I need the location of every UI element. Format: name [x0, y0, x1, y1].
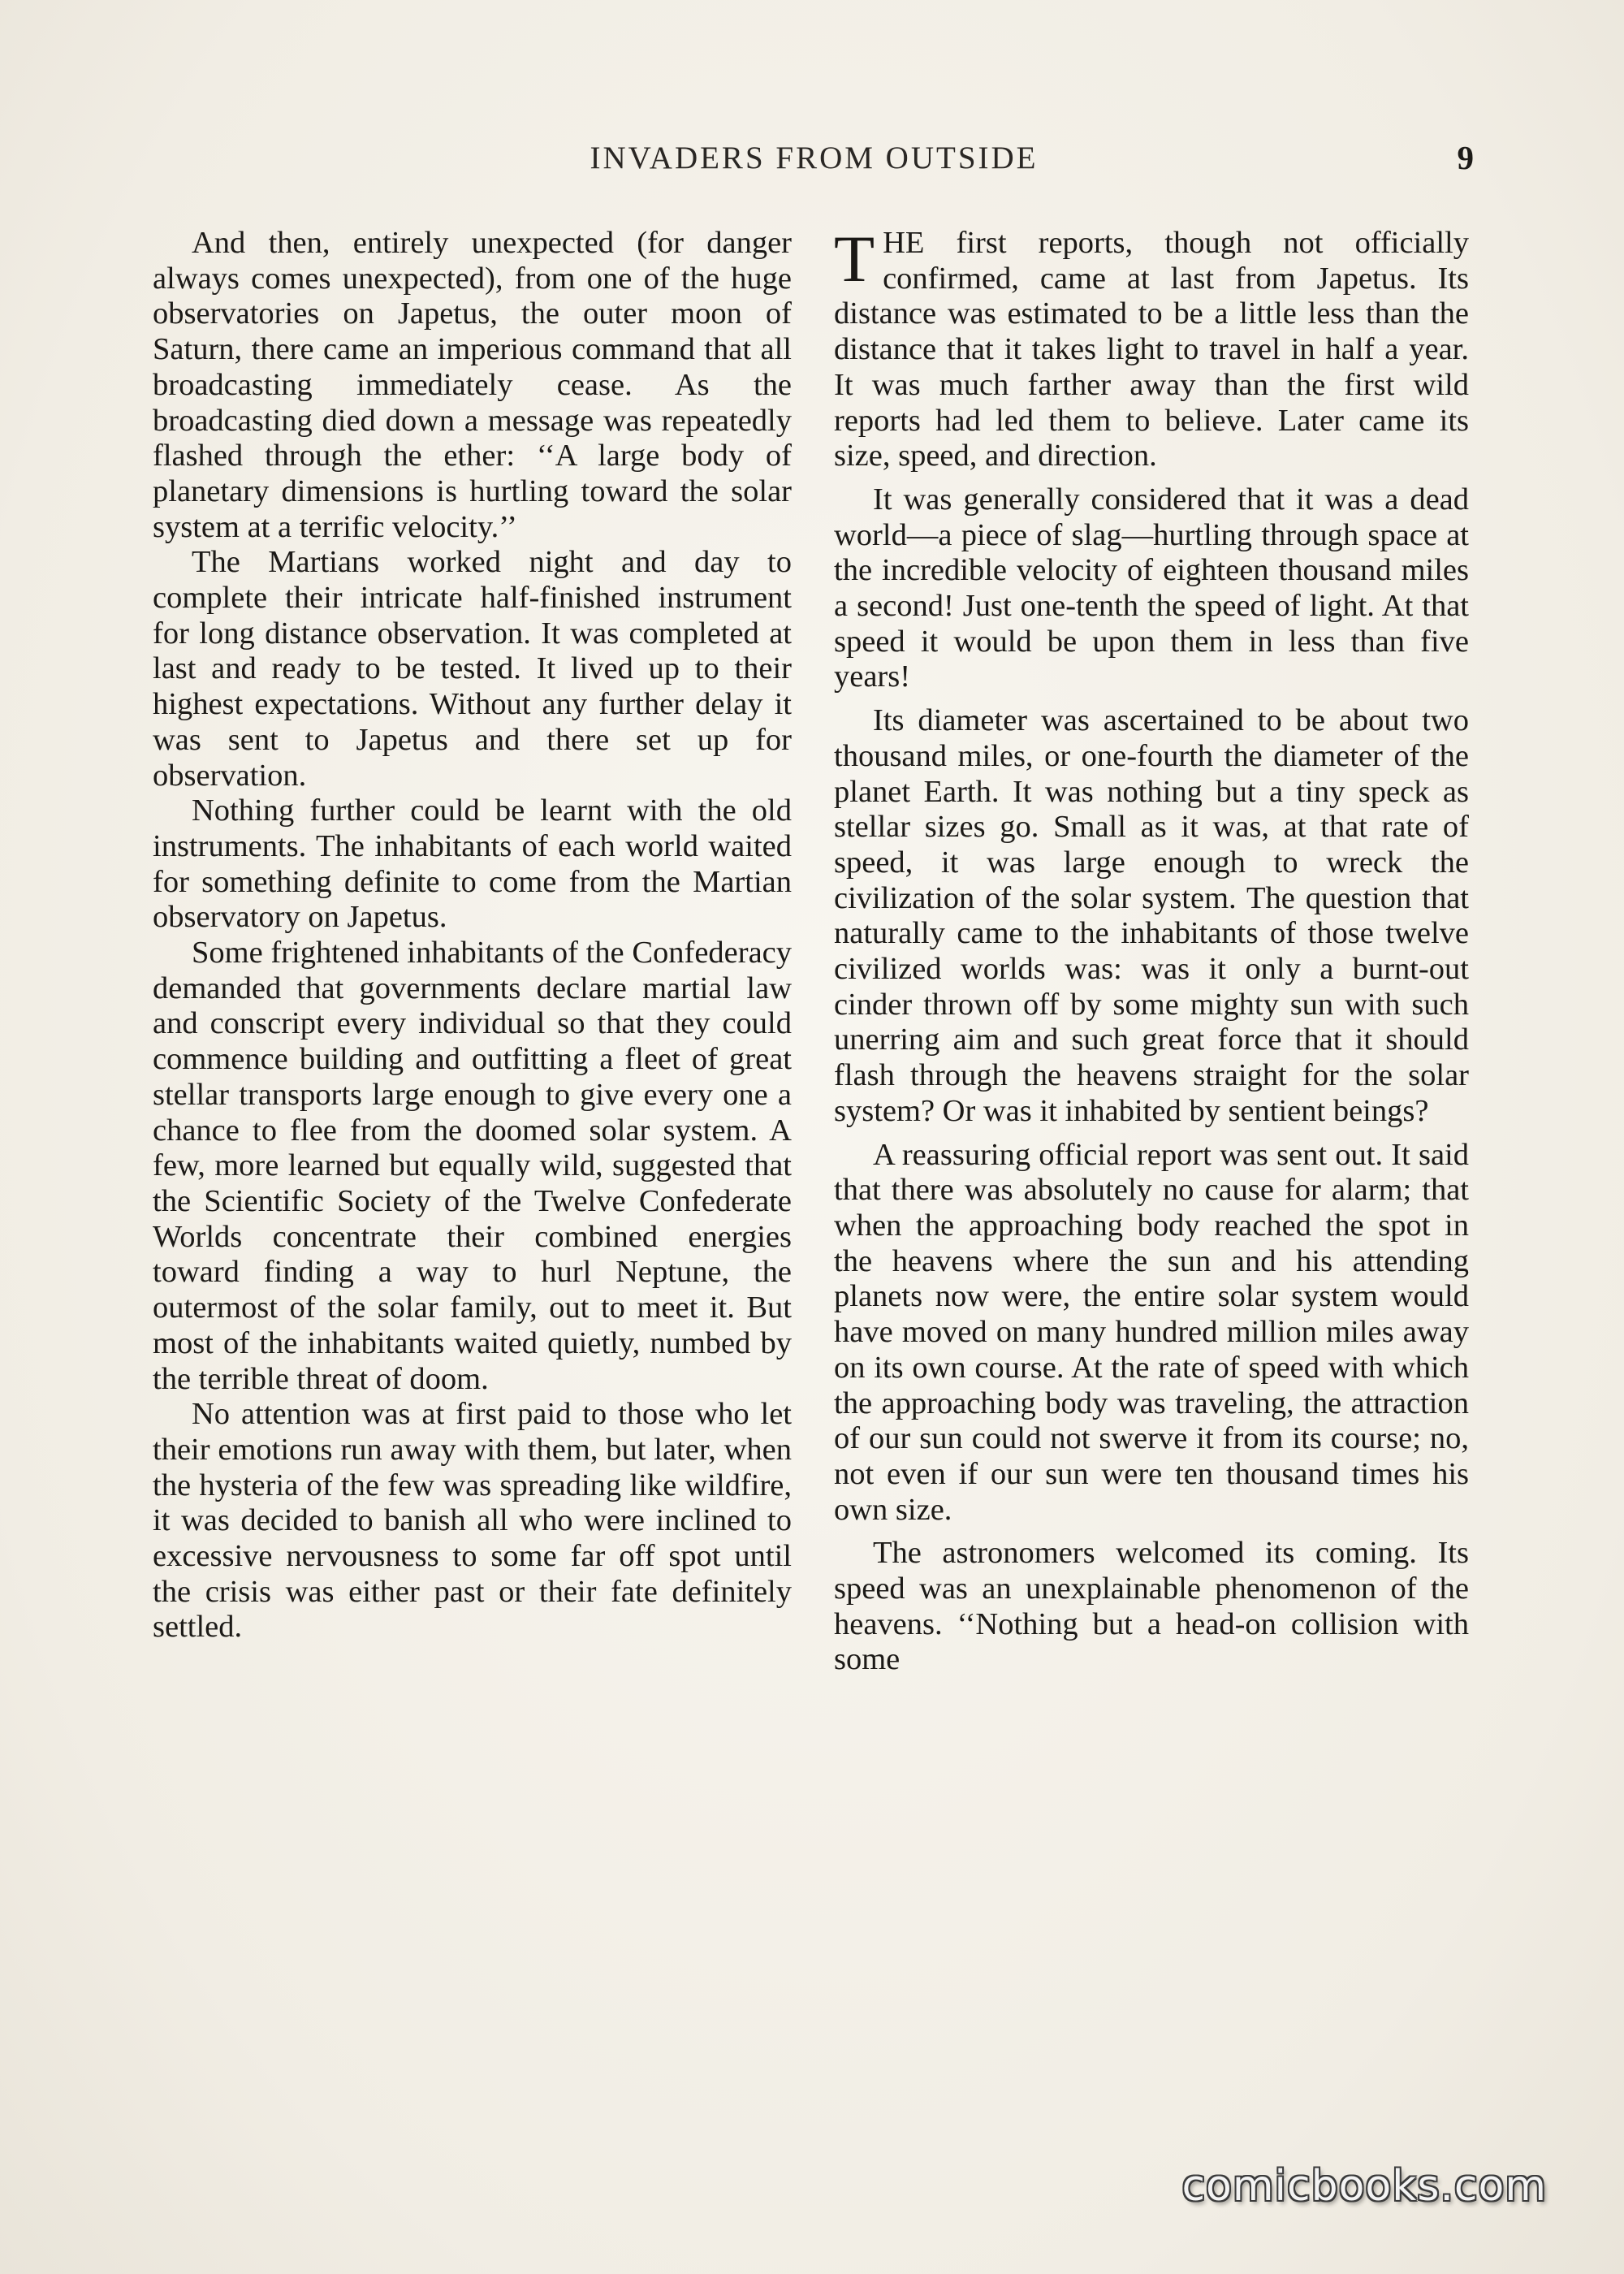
paragraph: The astronomers welcomed its coming. Its speed was an unexplainable phenomenon of the heavens. ‘‘Nothing but a head-on collision with some — [834, 1536, 1469, 1677]
paragraph: No attention was at first paid to those who let their emotions run away with them, but later, when the hysteria of the few was spreading like wildfire, it was decided to banish all who were inclined to excessive nervousness to some far off spot until the crisis was either past or their fate definitely settled. — [153, 1397, 792, 1645]
paragraph-text: HE first reports, though not officially confirmed, came at last from Japetus. Its distance was estimated to be a little less than the distance that it takes light to travel in half a year. It was much farther away than the first wild reports had led them to believe. Later came its size, speed, and direction. — [834, 226, 1469, 473]
running-head — [154, 140, 1474, 180]
right-column — [834, 222, 1469, 1678]
paragraph: A reassuring official report was sent out. It said that there was absolutely no cause for alarm; that when the approaching body reached the spot in the heavens where the sun and his attending planets now were, the entire solar system would have moved on many hundred million miles away on its own course. At the rate of speed with which the approaching body was traveling, the attraction of our sun could not swerve it from its course; no, not even if our sun were ten thousand times his own size. — [834, 1137, 1469, 1527]
paragraph: The Martians worked night and day to complete their intricate half-finished instrument for long distance observation. It was completed at last and ready to be tested. It lived up to their highest expectations. Without any further delay it was sent to Japetus and there set up for observation. — [153, 545, 792, 793]
paragraph: Its diameter was ascertained to be about two thousand miles, or one-fourth the diameter of the planet Earth. It was nothing but a tiny speck as stellar sizes go. Small as it was, at that rate of speed, it was large enough to wreck the civilization of the solar system. The question that naturally came to the inhabitants of those twelve civilized worlds was: was it only a burnt-out cinder thrown off by some mighty sun with such unerring aim and such great force that it should flash through the heavens straight for the solar system? Or was it inhabited by sentient beings? — [834, 703, 1469, 1128]
opening-paragraph — [834, 222, 1469, 474]
site-watermark: comicbooks.com — [1181, 2162, 1547, 2211]
left-column — [153, 226, 792, 1645]
page-number: 9 — [1457, 139, 1474, 176]
drop-cap: T — [834, 222, 875, 296]
running-title: INVADERS FROM OUTSIDE — [590, 141, 1039, 175]
paragraph: Some frightened inhabitants of the Confederacy demanded that governments declare martial law and conscript every individual so that they could commence building and outfitting a fleet of great stellar transports large enough to give every one a chance to flee from the doomed solar system. A few, more learned but equally wild, suggested that the Scientific Society of the Twelve Confederate Worlds concentrate their combined energies toward finding a way to hurl Neptune, the outermost of the solar family, out to meet it. But most of the inhabitants waited quietly, numbed by the terrible threat of doom. — [153, 936, 792, 1396]
paragraph: It was generally considered that it was a dead world—a piece of slag—hurtling through space at the incredible velocity of eighteen thousand miles a second! Just one-tenth the speed of light. At that speed it would be upon them in less than five years! — [834, 482, 1469, 694]
paragraph: Nothing further could be learnt with the old instruments. The inhabitants of each world waited for something definite to come from the Martian observatory on Japetus. — [153, 793, 792, 935]
paragraph: And then, entirely unexpected (for danger always comes unexpected), from one of the huge observatories on Japetus, the outer moon of Saturn, there came an imperious command that all broadcasting immediately cease. As the broadcasting died down a message was repeatedly flashed through the ether: ‘‘A large body of planetary dimensions is hurtling toward the solar system at a terrific velocity.’’ — [153, 226, 792, 544]
